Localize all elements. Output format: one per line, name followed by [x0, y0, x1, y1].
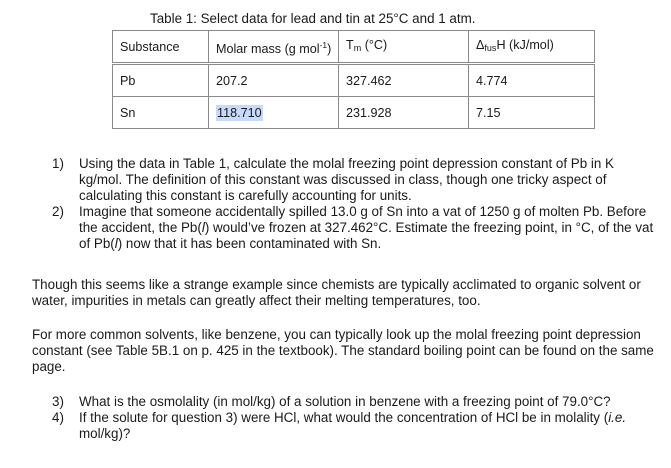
- question-number: 2): [52, 204, 64, 219]
- header-tm-symbol: T: [346, 38, 354, 52]
- question-text-part: ) would’ve frozen at 327.462°C. Estimate the freezing point, in °C, of the vat of Pb(: [79, 220, 654, 251]
- question-number: 3): [52, 394, 64, 409]
- header-dh-delta: Δ: [476, 38, 485, 52]
- question-text-part: Imagine that someone accidentally spilled 13.0 g of Sn into a vat of 1250 g of molten Pb. Before the accident, the Pb(: [79, 204, 647, 235]
- header-dh-subscript: fus: [484, 43, 497, 53]
- liquid-state-italic: l: [114, 236, 118, 251]
- question-text: Using the data in Table 1, calculate the molal freezing point depression constant of Pb in K kg/mol. The definition of this constant was discussed in class, though one tricky aspect of calculating this constant is carefully accounting for units.: [79, 156, 614, 203]
- header-fusion-enthalpy: [469, 31, 595, 64]
- header-dh-unit: H (kJ/mol): [496, 38, 554, 52]
- header-substance: Substance: [113, 31, 209, 64]
- question-number: 1): [52, 156, 64, 171]
- cell-molar-mass[interactable]: [209, 97, 339, 129]
- question-text: What is the osmolality (in mol/kg) of a solution in benzene with a freezing point of 79.0°C?: [79, 394, 611, 409]
- ie-italic: i.e.: [608, 410, 627, 425]
- question-list-a: [0, 156, 671, 252]
- question-item: [0, 394, 657, 410]
- cell-fusion-enthalpy: 4.774: [469, 64, 595, 97]
- data-table: [112, 30, 595, 129]
- cell-molar-mass: 207.2: [209, 64, 339, 97]
- cell-substance: Sn: [113, 97, 209, 129]
- header-molar-mass-text: Molar mass (g mol: [216, 41, 320, 56]
- question-text-part: If the solute for question 3) were HCl, what would the concentration of HCl be in molality (: [79, 410, 609, 425]
- table-row: [113, 64, 595, 97]
- question-item: [0, 204, 657, 252]
- header-molar-mass-exponent: -1: [319, 39, 328, 50]
- cell-fusion-enthalpy: 7.15: [469, 97, 595, 129]
- question-item: [0, 410, 657, 442]
- header-molar-mass: [209, 31, 339, 64]
- question-item: [0, 156, 657, 204]
- paragraph-impurities: Though this seems like a strange example since chemists are typically acclimated to organic solvent or water, impurities in metals can greatly affect their melting temperatures, too.: [32, 277, 641, 308]
- question-number: 4): [52, 410, 64, 425]
- question-text-part: mol/kg)?: [79, 426, 131, 441]
- question-text-part: ) now that it has been contaminated with Sn.: [117, 236, 382, 251]
- cell-substance: Pb: [113, 64, 209, 97]
- cell-melting-temp: 327.462: [339, 64, 469, 97]
- table-row: [113, 97, 595, 129]
- header-molar-mass-close: ): [327, 41, 332, 56]
- header-melting-temp: [339, 31, 469, 64]
- header-tm-unit: (°C): [361, 38, 388, 52]
- table-header-row: [113, 31, 595, 64]
- cell-melting-temp: 231.928: [339, 97, 469, 129]
- paragraph-solvents: For more common solvents, like benzene, you can typically look up the molal freezing point depression constant (see Table 5B.1 on p. 425 in the textbook). The standard boiling point can be found on the same page.: [32, 327, 654, 374]
- header-tm-subscript: m: [353, 43, 362, 53]
- question-list-b: [0, 394, 671, 442]
- liquid-state-italic: l: [201, 220, 205, 235]
- table-caption: Table 1: Select data for lead and tin at 25°C and 1 atm.: [150, 11, 476, 26]
- selected-text-highlight[interactable]: 118.710: [217, 105, 262, 120]
